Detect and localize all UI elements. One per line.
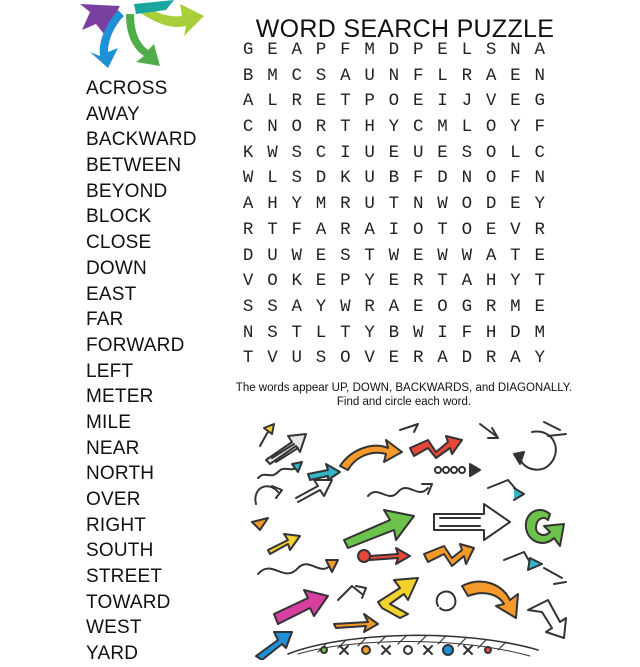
grid-letter[interactable]: G	[534, 91, 545, 112]
grid-letter[interactable]: Y	[315, 296, 327, 317]
grid-letter[interactable]: H	[485, 271, 497, 292]
grid-letter[interactable]: E	[315, 91, 327, 112]
grid-letter[interactable]: N	[534, 168, 545, 189]
grid-letter[interactable]: R	[364, 296, 375, 317]
grid-letter[interactable]: T	[510, 245, 521, 266]
grid-letter[interactable]: E	[510, 65, 521, 86]
grid-letter[interactable]: Y	[510, 117, 521, 138]
arrow-doodle-ox-row	[321, 645, 491, 655]
grid-letter[interactable]: S	[291, 168, 302, 189]
grid-letter[interactable]: R	[340, 194, 351, 215]
grid-letter[interactable]: O	[388, 91, 400, 112]
grid-letter[interactable]: M	[315, 194, 327, 215]
grid-letter[interactable]: K	[340, 168, 351, 189]
grid-letter[interactable]: E	[412, 245, 424, 266]
grid-letter[interactable]: Y	[534, 348, 545, 369]
word-item-down: DOWN	[86, 257, 147, 279]
word-item-right: RIGHT	[86, 514, 147, 536]
grid-letter[interactable]: K	[242, 142, 254, 163]
grid-letter[interactable]: O	[485, 142, 497, 163]
grid-letter[interactable]: A	[291, 40, 302, 60]
grid-letter[interactable]: Y	[291, 194, 302, 215]
grid-letter[interactable]: A	[315, 219, 327, 240]
grid-letter[interactable]: V	[485, 91, 497, 112]
arrow-doodle-green-big	[344, 510, 414, 548]
grid-letter[interactable]: A	[485, 245, 497, 266]
arrow-doodle-teal-right	[504, 552, 566, 584]
grid-letter[interactable]: O	[291, 117, 302, 138]
arrow-doodle-circle-right	[514, 422, 566, 470]
grid-letter[interactable]: O	[340, 348, 351, 369]
grid-letter[interactable]: A	[291, 296, 302, 317]
word-item-meter: METER	[86, 386, 154, 408]
grid-letter[interactable]: V	[510, 219, 521, 240]
grid-letter[interactable]: E	[437, 142, 448, 163]
word-item-block: BLOCK	[86, 206, 152, 228]
grid-letter[interactable]: N	[242, 322, 254, 343]
grid-letter[interactable]: O	[267, 271, 278, 292]
grid-letter[interactable]: A	[242, 194, 254, 215]
arrow-doodle-orange-curl	[340, 440, 402, 470]
grid-letter[interactable]: N	[388, 65, 400, 86]
grid-letter[interactable]: W	[461, 245, 473, 266]
grid-letter[interactable]: W	[242, 168, 254, 189]
grid-letter[interactable]: O	[461, 194, 473, 215]
grid-letter[interactable]: F	[461, 322, 473, 343]
grid-letter[interactable]: E	[534, 245, 545, 266]
grid-letter[interactable]: U	[291, 348, 302, 369]
grid-letter[interactable]: U	[364, 65, 375, 86]
word-item-between: BETWEEN	[86, 155, 182, 177]
grid-letter[interactable]: H	[364, 117, 375, 138]
grid-letter[interactable]: A	[437, 348, 448, 369]
word-item-left: LEFT	[86, 360, 134, 382]
grid-letter[interactable]: S	[315, 65, 327, 86]
grid-letter[interactable]: T	[267, 219, 278, 240]
grid-letter[interactable]: H	[267, 194, 278, 215]
arrow-doodle-orange-curve	[462, 582, 518, 618]
grid-letter[interactable]: B	[242, 65, 254, 86]
grid-letter[interactable]: R	[412, 271, 424, 292]
arrow-doodle-yellow-fork	[378, 578, 418, 618]
grid-letter[interactable]: F	[340, 40, 351, 60]
arrow-doodle-wavy-left	[258, 462, 302, 478]
word-item-north: NORTH	[86, 463, 155, 485]
instructions-line-2: Find and circle each word.	[336, 396, 472, 408]
grid-letter[interactable]: U	[364, 168, 375, 189]
arrow-doodle-gray-outline	[434, 504, 510, 540]
grid-letter[interactable]: O	[437, 296, 448, 317]
grid-letter[interactable]: H	[485, 322, 497, 343]
grid-letter[interactable]: R	[315, 117, 327, 138]
grid-letter[interactable]: T	[437, 271, 448, 292]
arrow-doodle-teal-small	[308, 464, 340, 480]
grid-letter[interactable]: B	[388, 322, 400, 343]
grid-letter[interactable]: F	[412, 65, 424, 86]
grid-letter[interactable]: P	[315, 40, 327, 60]
grid-letter[interactable]: N	[461, 168, 473, 189]
grid-letter[interactable]: L	[267, 91, 278, 112]
arrow-doodle-pink-zigzag	[410, 436, 462, 458]
grid-letter[interactable]: V	[242, 271, 254, 292]
grid-letter[interactable]: E	[485, 219, 497, 240]
instructions-line-1: The words appear UP, DOWN, BACKWARDS, and DIAGONALLY.	[235, 382, 573, 394]
grid-letter[interactable]: T	[364, 245, 375, 266]
word-item-toward: TOWARD	[86, 591, 171, 613]
page-title: WORD SEARCH PUZZLE	[255, 14, 555, 43]
grid-letter[interactable]: A	[242, 91, 254, 112]
grid-letter[interactable]: R	[412, 348, 424, 369]
letter-grid	[236, 38, 552, 372]
arrows-logo	[74, 0, 214, 70]
word-item-mile: MILE	[86, 411, 132, 433]
word-item-across: ACROSS	[86, 78, 168, 99]
word-item-beyond: BEYOND	[86, 180, 168, 202]
grid-letter[interactable]: D	[242, 245, 254, 266]
word-item-close: CLOSE	[86, 232, 152, 254]
grid-letter[interactable]: O	[485, 117, 497, 138]
grid-letter[interactable]: E	[388, 271, 400, 292]
grid-letter[interactable]: F	[510, 168, 521, 189]
grid-letter[interactable]: W	[291, 245, 302, 266]
grid-letter[interactable]: T	[291, 322, 302, 343]
word-item-near: NEAR	[86, 437, 140, 459]
grid-letter[interactable]: R	[291, 91, 302, 112]
grid-letter[interactable]: E	[267, 40, 278, 60]
grid-letter[interactable]: I	[388, 219, 400, 240]
grid-letter[interactable]: O	[412, 219, 424, 240]
arrow-doodle-red-key	[358, 548, 410, 564]
grid-letter[interactable]: D	[485, 194, 497, 215]
grid-letter[interactable]: M	[534, 322, 545, 343]
grid-letter[interactable]: W	[437, 194, 448, 215]
word-item-away: AWAY	[86, 103, 140, 125]
grid-letter[interactable]: W	[267, 142, 278, 163]
grid-letter[interactable]: L	[267, 168, 278, 189]
grid-letter[interactable]: D	[510, 322, 521, 343]
grid-letter[interactable]: B	[388, 168, 400, 189]
grid-letter[interactable]: E	[388, 142, 400, 163]
grid-letter[interactable]: N	[534, 65, 545, 86]
grid-letter[interactable]: P	[412, 40, 424, 60]
grid-letter[interactable]: A	[340, 65, 351, 86]
grid-letter[interactable]: S	[340, 245, 351, 266]
arrow-doodle-blue-bottom	[256, 632, 292, 660]
grid-letter[interactable]: M	[437, 117, 448, 138]
grid-letter[interactable]: C	[291, 65, 302, 86]
grid-letter[interactable]: P	[340, 271, 351, 292]
grid-letter[interactable]: D	[315, 168, 327, 189]
word-item-backward: BACKWARD	[86, 129, 197, 151]
arrow-doodle-left-curve	[255, 480, 332, 504]
arrow-doodle-green-curl	[526, 510, 564, 546]
grid-letter[interactable]: Y	[364, 271, 375, 292]
grid-letter[interactable]: S	[291, 142, 302, 163]
grid-letter[interactable]: G	[242, 40, 254, 60]
grid-letter[interactable]: I	[340, 142, 351, 163]
grid-letter[interactable]: Y	[388, 117, 400, 138]
grid-letter[interactable]: E	[315, 245, 327, 266]
arrow-doodle-wave-orange	[258, 560, 338, 574]
arrows-doodle-illustration	[248, 418, 574, 660]
grid-letter[interactable]: M	[364, 40, 375, 60]
grid-letter[interactable]: L	[437, 65, 448, 86]
arrow-doodle-squiggle	[368, 480, 524, 500]
grid-letter[interactable]: S	[242, 296, 254, 317]
grid-letter[interactable]: L	[461, 40, 473, 60]
grid-letter[interactable]: E	[412, 91, 424, 112]
grid-letter[interactable]: A	[510, 348, 521, 369]
grid-letter[interactable]: C	[315, 142, 327, 163]
grid-letter[interactable]: W	[340, 296, 351, 317]
arrow-doodle-dotted	[435, 464, 480, 476]
grid-letter[interactable]: R	[461, 65, 473, 86]
word-item-forward: FORWARD	[86, 334, 185, 356]
grid-letter[interactable]: T	[340, 91, 351, 112]
word-item-west: WEST	[86, 617, 142, 639]
grid-letter[interactable]: R	[485, 348, 497, 369]
grid-letter[interactable]: S	[315, 348, 327, 369]
grid-letter[interactable]: W	[437, 245, 448, 266]
grid-letter[interactable]: A	[388, 296, 400, 317]
arrow-doodle-yellow-corner	[260, 424, 274, 446]
word-list	[86, 76, 197, 667]
grid-letter[interactable]: U	[364, 194, 375, 215]
grid-letter[interactable]: W	[388, 245, 400, 266]
grid-letter[interactable]: S	[485, 40, 497, 60]
grid-letter[interactable]: T	[437, 219, 448, 240]
grid-letter[interactable]: L	[510, 142, 521, 163]
grid-letter[interactable]: L	[315, 322, 327, 343]
grid-letter[interactable]: S	[267, 296, 278, 317]
grid-letter[interactable]: J	[461, 91, 473, 112]
grid-letter[interactable]: A	[485, 65, 497, 86]
grid-letter[interactable]: N	[510, 40, 521, 60]
grid-letter[interactable]: T	[388, 194, 400, 215]
grid-letter[interactable]: U	[267, 245, 278, 266]
grid-letter[interactable]: F	[534, 117, 545, 138]
grid-letter[interactable]: E	[315, 271, 327, 292]
word-item-over: OVER	[86, 489, 141, 510]
word-item-south: SOUTH	[86, 540, 154, 562]
grid-letter[interactable]: T	[340, 322, 351, 343]
arrow-doodle-gray-big	[266, 434, 306, 464]
grid-letter[interactable]: S	[267, 322, 278, 343]
grid-letter[interactable]: O	[485, 168, 497, 189]
grid-letter[interactable]: N	[267, 117, 278, 138]
grid-letter[interactable]: D	[388, 40, 400, 60]
grid-letter[interactable]: U	[364, 142, 375, 163]
grid-letter[interactable]: L	[461, 117, 473, 138]
grid-letter[interactable]: F	[291, 219, 302, 240]
grid-letter[interactable]: I	[437, 322, 448, 343]
grid-letter[interactable]: E	[388, 348, 400, 369]
grid-letter[interactable]: V	[364, 348, 375, 369]
grid-letter[interactable]: E	[412, 296, 424, 317]
grid-letter[interactable]: A	[461, 271, 473, 292]
instructions	[226, 381, 582, 409]
grid-letter[interactable]: N	[412, 194, 424, 215]
grid-letter[interactable]: E	[534, 296, 545, 317]
grid-letter[interactable]: A	[534, 40, 545, 60]
word-item-yard: YARD	[86, 643, 139, 665]
grid-letter[interactable]: Y	[364, 322, 375, 343]
grid-letter[interactable]: A	[364, 219, 375, 240]
grid-letter[interactable]: R	[485, 296, 497, 317]
grid-letter[interactable]: M	[267, 65, 278, 86]
arrow-doodle-orange-zigzag	[424, 544, 474, 566]
grid-letter[interactable]: G	[461, 296, 473, 317]
arrow-doodle-orange-small	[252, 518, 300, 554]
grid-letter[interactable]: E	[437, 40, 448, 60]
grid-letter[interactable]: C	[412, 117, 424, 138]
grid-letter[interactable]: Y	[534, 194, 545, 215]
grid-letter[interactable]: Y	[510, 271, 521, 292]
word-item-east: EAST	[86, 283, 137, 305]
arrow-doodle-pink-bottom	[274, 590, 328, 624]
grid-letter[interactable]: P	[364, 91, 375, 112]
grid-letter[interactable]: R	[340, 219, 351, 240]
word-item-street: STREET	[86, 566, 163, 588]
word-item-far: FAR	[86, 309, 124, 331]
grid-letter[interactable]: T	[534, 271, 545, 292]
grid-letter[interactable]: D	[437, 168, 448, 189]
grid-letter[interactable]: E	[510, 91, 521, 112]
grid-letter[interactable]: E	[510, 194, 521, 215]
grid-letter[interactable]: I	[437, 91, 448, 112]
grid-letter[interactable]: C	[534, 142, 545, 163]
grid-letter[interactable]: V	[267, 348, 278, 369]
grid-letter[interactable]: U	[412, 142, 424, 163]
grid-letter[interactable]: S	[461, 142, 473, 163]
arrow-doodle-right-outline	[528, 600, 566, 638]
grid-letter[interactable]: R	[242, 219, 254, 240]
logo-arrow-green	[126, 14, 160, 66]
grid-letter[interactable]: M	[510, 296, 521, 317]
grid-letter[interactable]: F	[412, 168, 424, 189]
grid-letter[interactable]: T	[340, 117, 351, 138]
grid-letter[interactable]: T	[242, 348, 254, 369]
grid-letter[interactable]: C	[242, 117, 254, 138]
grid-letter[interactable]: D	[461, 348, 473, 369]
grid-letter[interactable]: O	[461, 219, 473, 240]
grid-letter[interactable]: K	[291, 271, 302, 292]
grid-letter[interactable]: R	[534, 219, 545, 240]
grid-letter[interactable]: W	[412, 322, 424, 343]
